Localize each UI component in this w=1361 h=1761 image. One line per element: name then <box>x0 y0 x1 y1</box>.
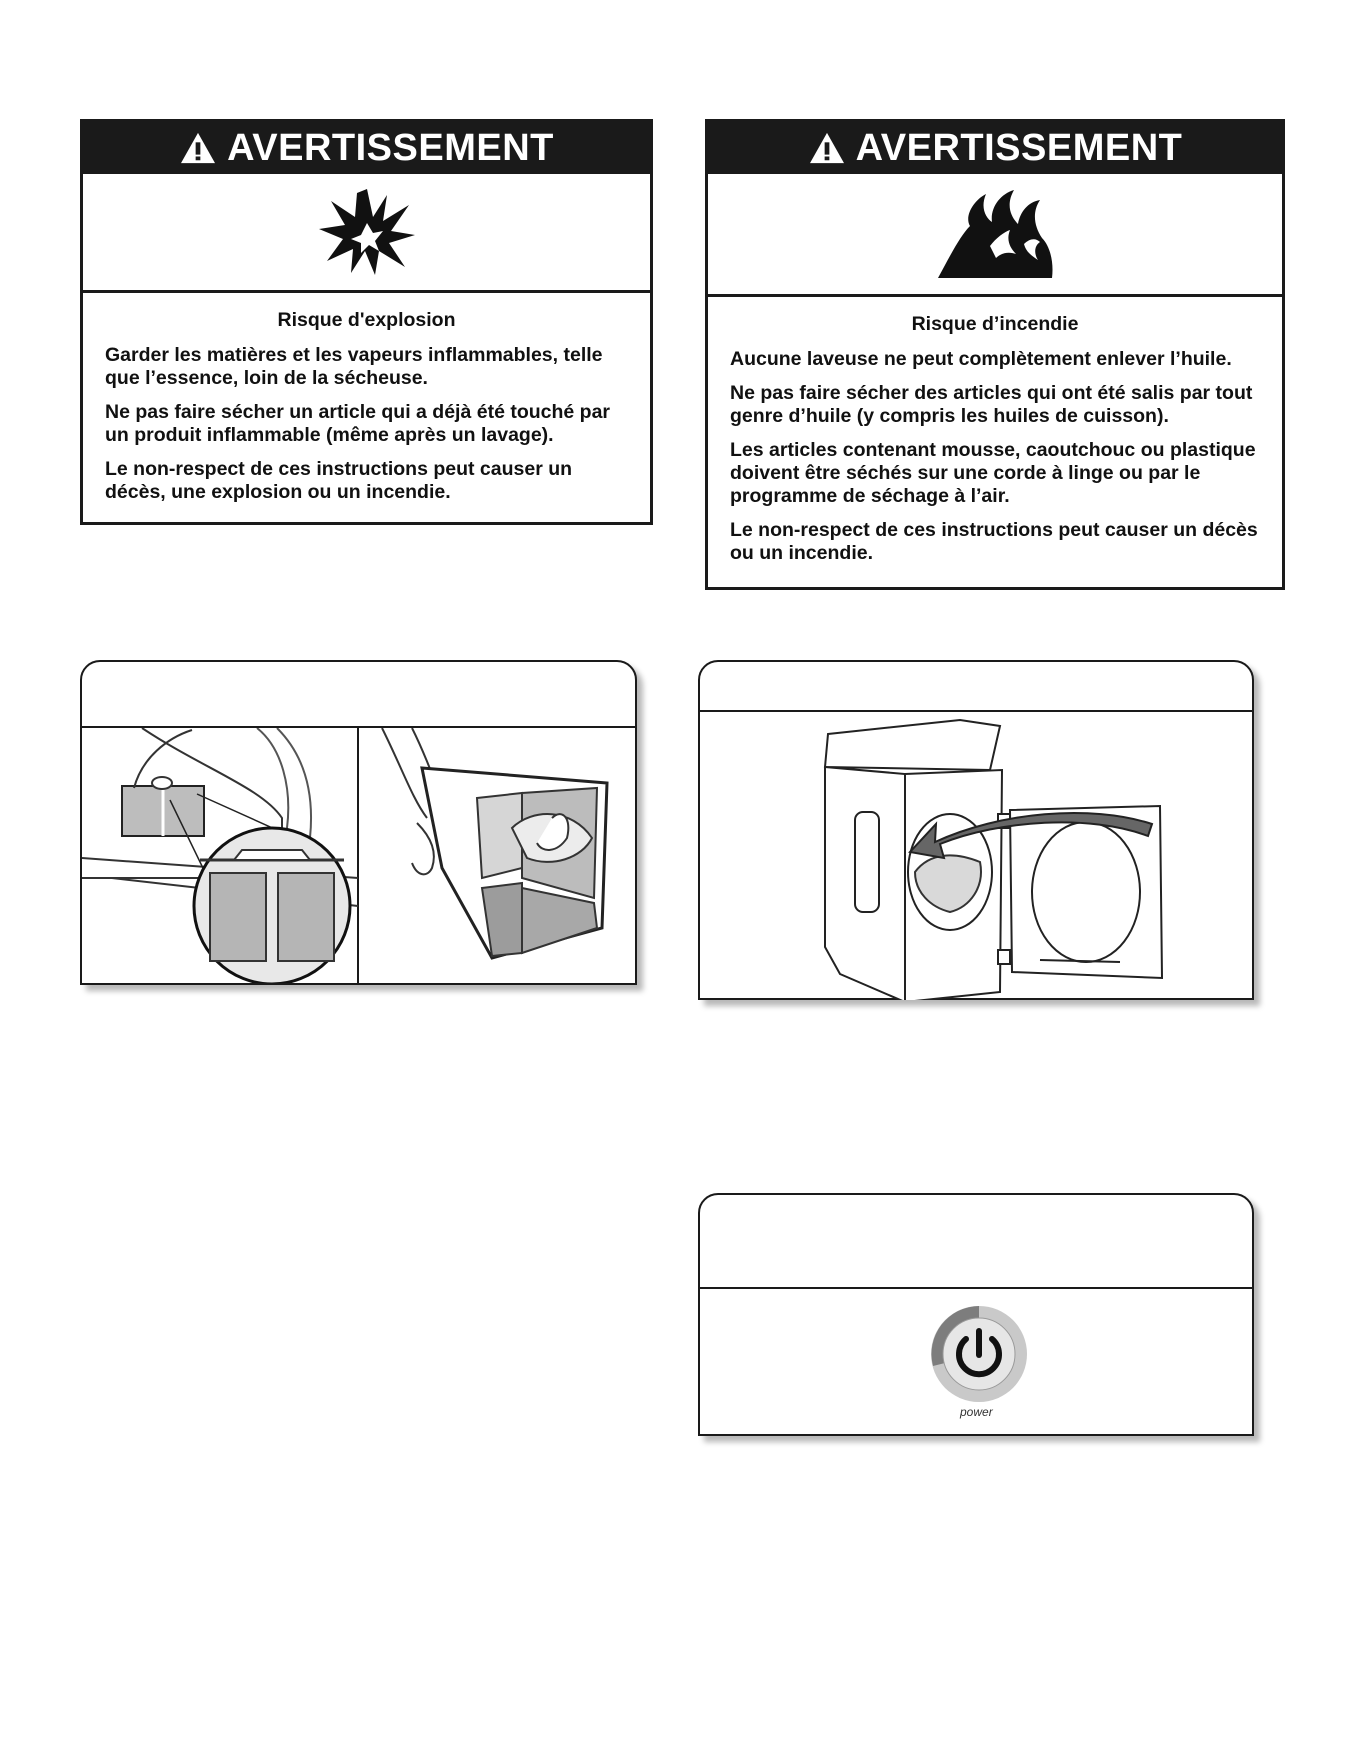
power-button <box>924 1299 1034 1409</box>
warning-subtitle: Risque d’incendie <box>911 313 1079 335</box>
dryer-door-panel <box>698 660 1254 1000</box>
warning-paragraph: Garder les matières et les vapeurs inflammables, telle que l’essence, loin de la sécheuse. <box>105 344 603 389</box>
power-button-panel <box>698 1193 1254 1436</box>
warning-body <box>83 293 650 525</box>
dryer-door-illustration <box>700 712 1252 1000</box>
warning-paragraph: Ne pas faire sécher un article qui a déjà été touché par un produit inflammable (même après un lavage). <box>105 401 611 446</box>
warning-header <box>708 122 1282 174</box>
explosion-icon <box>317 187 417 277</box>
explosion-icon-zone <box>83 174 650 293</box>
lint-filter-panel <box>80 660 637 985</box>
warning-body <box>708 297 1282 586</box>
warning-paragraph: Aucune laveuse ne peut complètement enlever l’huile. <box>730 348 1232 370</box>
lint-filter-illustration <box>82 728 635 983</box>
warning-paragraph: Le non-respect de ces instructions peut causer un décès ou un incendie. <box>730 519 1258 564</box>
power-label: power <box>960 1405 993 1419</box>
panel-header <box>82 662 635 728</box>
warning-paragraph: Le non-respect de ces instructions peut causer un décès, une explosion ou un incendie. <box>105 458 573 503</box>
warning-subtitle: Risque d'explosion <box>277 309 456 331</box>
warning-triangle-icon <box>179 131 217 165</box>
warning-paragraph: Ne pas faire sécher des articles qui ont été salis par tout genre d’huile (y compris les huiles de cuisson). <box>730 382 1253 427</box>
warning-header <box>83 122 650 174</box>
warning-paragraph: Les articles contenant mousse, caoutchouc ou plastique doivent être séchés sur une corde à linge ou par le programme de séchage à l’air. <box>730 439 1256 507</box>
panel-header <box>700 1195 1252 1289</box>
warning-title: AVERTISSEMENT <box>855 126 1183 169</box>
warning-title: AVERTISSEMENT <box>227 126 554 169</box>
fire-icon <box>930 186 1060 282</box>
warning-triangle-icon <box>808 131 846 165</box>
panel-header <box>700 662 1252 712</box>
fire-icon-zone <box>708 174 1282 297</box>
warning-box-fire <box>705 119 1285 590</box>
warning-box-explosion <box>80 119 653 525</box>
